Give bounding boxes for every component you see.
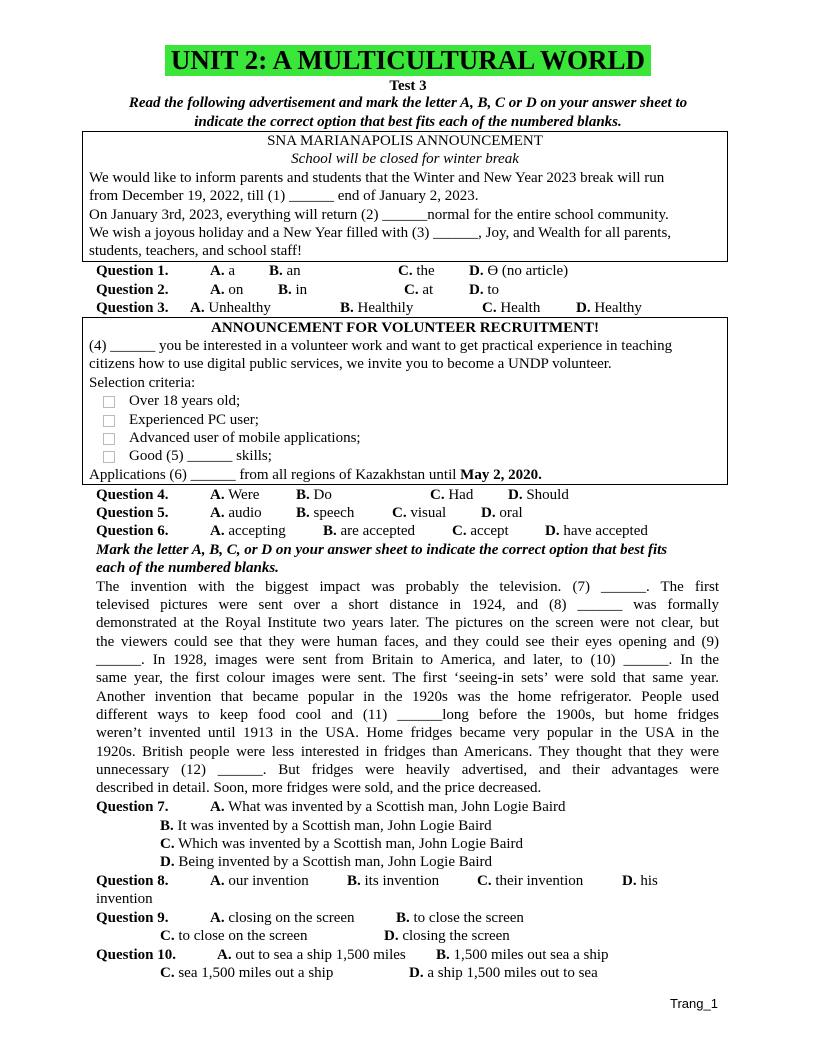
q5-option-a: A. audio [210, 505, 262, 521]
passage-line: unnecessary (12) ______. But fridges were heavily advertised, and their advantages were [96, 762, 719, 778]
q6-option-d: D. have accepted [545, 523, 648, 539]
q10-option-d: D. a ship 1,500 miles out to sea [409, 965, 598, 981]
criteria-item: Good (5) ______ skills; [103, 447, 272, 465]
q3-option-a: A. Unhealthy [190, 300, 271, 316]
q7-option-d: D. Being invented by a Scottish man, John Logie Baird [160, 854, 493, 870]
q4-option-a: A. Were [210, 487, 260, 503]
announcement-2-heading: ANNOUNCEMENT FOR VOLUNTEER RECRUITMENT! [211, 320, 599, 336]
announcement-1-line: We would like to inform parents and students that the Winter and New Year 2023 break will run [89, 170, 665, 186]
q9-option-d: D. closing the screen [384, 928, 510, 944]
question-9-label: Question 9. [96, 910, 169, 926]
q5-option-d: D. oral [481, 505, 523, 521]
bullet-icon [103, 433, 115, 445]
q8-option-a: A. our invention [210, 873, 309, 889]
q5-option-b: B. speech [296, 505, 355, 521]
passage-line: the viewers could see that they were human faces, and they could see their eyes opening and (9) [96, 634, 719, 650]
criteria-item: Over 18 years old; [103, 392, 240, 410]
q3-option-b: B. Healthily [340, 300, 414, 316]
q2-option-b: B. in [278, 282, 308, 298]
announcement-1-line: On January 3rd, 2023, everything will return (2) ______normal for the entire school community. [89, 207, 669, 223]
announcement-1-line: We wish a joyous holiday and a New Year filled with (3) ______, Joy, and Wealth for all parents, [89, 225, 672, 241]
question-7-label: Question 7. [96, 799, 169, 815]
q4-option-c: C. Had [430, 487, 474, 503]
instruction-2-line-2: each of the numbered blanks. [96, 560, 279, 576]
q4-option-b: B. Do [296, 487, 332, 503]
passage-line: The invention with the biggest impact was probably the television. (7) ______. The first [96, 579, 719, 595]
question-3-label: Question 3. [96, 300, 169, 316]
q9-option-b: B. to close the screen [396, 910, 524, 926]
test-label: Test 3 [389, 78, 427, 94]
passage-line: televised pictures were sent over a short distance in 1924, and (8) ______ was formally [96, 597, 719, 613]
q7-option-a: A. What was invented by a Scottish man, John Logie Baird [210, 799, 566, 815]
question-2-label: Question 2. [96, 282, 169, 298]
question-1-label: Question 1. [96, 263, 169, 279]
q1-option-d: D. Ɵ (no article) [469, 263, 569, 279]
passage-line: weren’t invented until 1913 in the USA. Home fridges became very popular in the USA in the [96, 725, 719, 741]
instruction-1-line-1: Read the following advertisement and mark the letter A, B, C or D on your answer sheet to [128, 95, 688, 111]
passage-line: 1920s. British people were less interested in fridges than Americans. They thought that they were [96, 744, 719, 760]
question-4-label: Question 4. [96, 487, 169, 503]
question-6-label: Question 6. [96, 523, 169, 539]
q3-option-d: D. Healthy [576, 300, 642, 316]
passage-line: Another invention that became popular in the 1920s was the home refrigerator. People used [96, 689, 719, 705]
bullet-icon [103, 415, 115, 427]
q7-option-c: C. Which was invented by a Scottish man, John Logie Baird [160, 836, 524, 852]
announcement-1-line: students, teachers, and school staff! [89, 243, 302, 259]
q2-option-d: D. to [469, 282, 500, 298]
q6-option-a: A. accepting [210, 523, 286, 539]
q2-option-c: C. at [404, 282, 434, 298]
q6-option-b: B. are accepted [323, 523, 416, 539]
bullet-icon [103, 451, 115, 463]
question-8-label: Question 8. [96, 873, 169, 889]
q1-option-a: A. a [210, 263, 236, 279]
q9-option-a: A. closing on the screen [210, 910, 355, 926]
q4-option-d: D. Should [508, 487, 569, 503]
q8-option-c: C. their invention [477, 873, 584, 889]
q1-option-c: C. the [398, 263, 435, 279]
q3-option-c: C. Health [482, 300, 541, 316]
q8-option-b: B. its invention [347, 873, 440, 889]
instruction-1-line-2: indicate the correct option that best fits each of the numbered blanks. [194, 114, 622, 130]
passage-line: described in detail. Soon, more fridges were sold, and the price decreased. [96, 780, 542, 796]
question-10-label: Question 10. [96, 947, 177, 963]
announcement-2-line: (4) ______ you be interested in a volunteer work and want to get practical experience in teaching [89, 338, 673, 354]
q2-option-a: A. on [210, 282, 244, 298]
q9-option-c: C. to close on the screen [160, 928, 308, 944]
page-title: UNIT 2: A MULTICULTURAL WORLD [165, 45, 651, 76]
criteria-item: Advanced user of mobile applications; [103, 429, 361, 447]
q6-option-c: C. accept [452, 523, 509, 539]
q10-option-c: C. sea 1,500 miles out a ship [160, 965, 334, 981]
criteria-item: Experienced PC user; [103, 411, 259, 429]
page-number: Trang_1 [670, 996, 718, 1011]
announcement-1-heading: SNA MARIANAPOLIS ANNOUNCEMENT [267, 133, 543, 149]
q7-option-b: B. It was invented by a Scottish man, John Logie Baird [160, 818, 492, 834]
passage-line: ______. In 1928, images were sent from Britain to America, and later, to (10) ______. In the [96, 652, 719, 668]
announcement-1-line: from December 19, 2022, till (1) ______ end of January 2, 2023. [89, 188, 479, 204]
announcement-2-line: Selection criteria: [89, 375, 196, 391]
announcement-1-subheading: School will be closed for winter break [291, 151, 519, 167]
applications-line: Applications (6) ______ from all regions of Kazakhstan until May 2, 2020. [89, 467, 542, 483]
passage-line: different ways to keep food cool and (11) ______long before the 1900s, but home fridges [96, 707, 719, 723]
passage-line: demonstrated at the Royal Institute two years later. The pictures on the screen were not clear, but [96, 615, 719, 631]
announcement-2-line: citizens how to use digital public services, we invite you to become a UNDP volunteer. [89, 356, 612, 372]
instruction-2-line-1: Mark the letter A, B, C, or D on your answer sheet to indicate the correct option that best fits [96, 542, 668, 558]
passage-line: same year, the first colour images were sent. The first ‘seeing-in sets’ were sold that same year. [96, 670, 719, 686]
question-5-label: Question 5. [96, 505, 169, 521]
q8-option-d: D. his [622, 873, 658, 889]
bullet-icon [103, 396, 115, 408]
q8-option-d-continued: invention [96, 891, 153, 907]
q10-option-b: B. 1,500 miles out sea a ship [436, 947, 609, 963]
q1-option-b: B. an [269, 263, 301, 279]
q10-option-a: A. out to sea a ship 1,500 miles [217, 947, 406, 963]
q5-option-c: C. visual [392, 505, 447, 521]
